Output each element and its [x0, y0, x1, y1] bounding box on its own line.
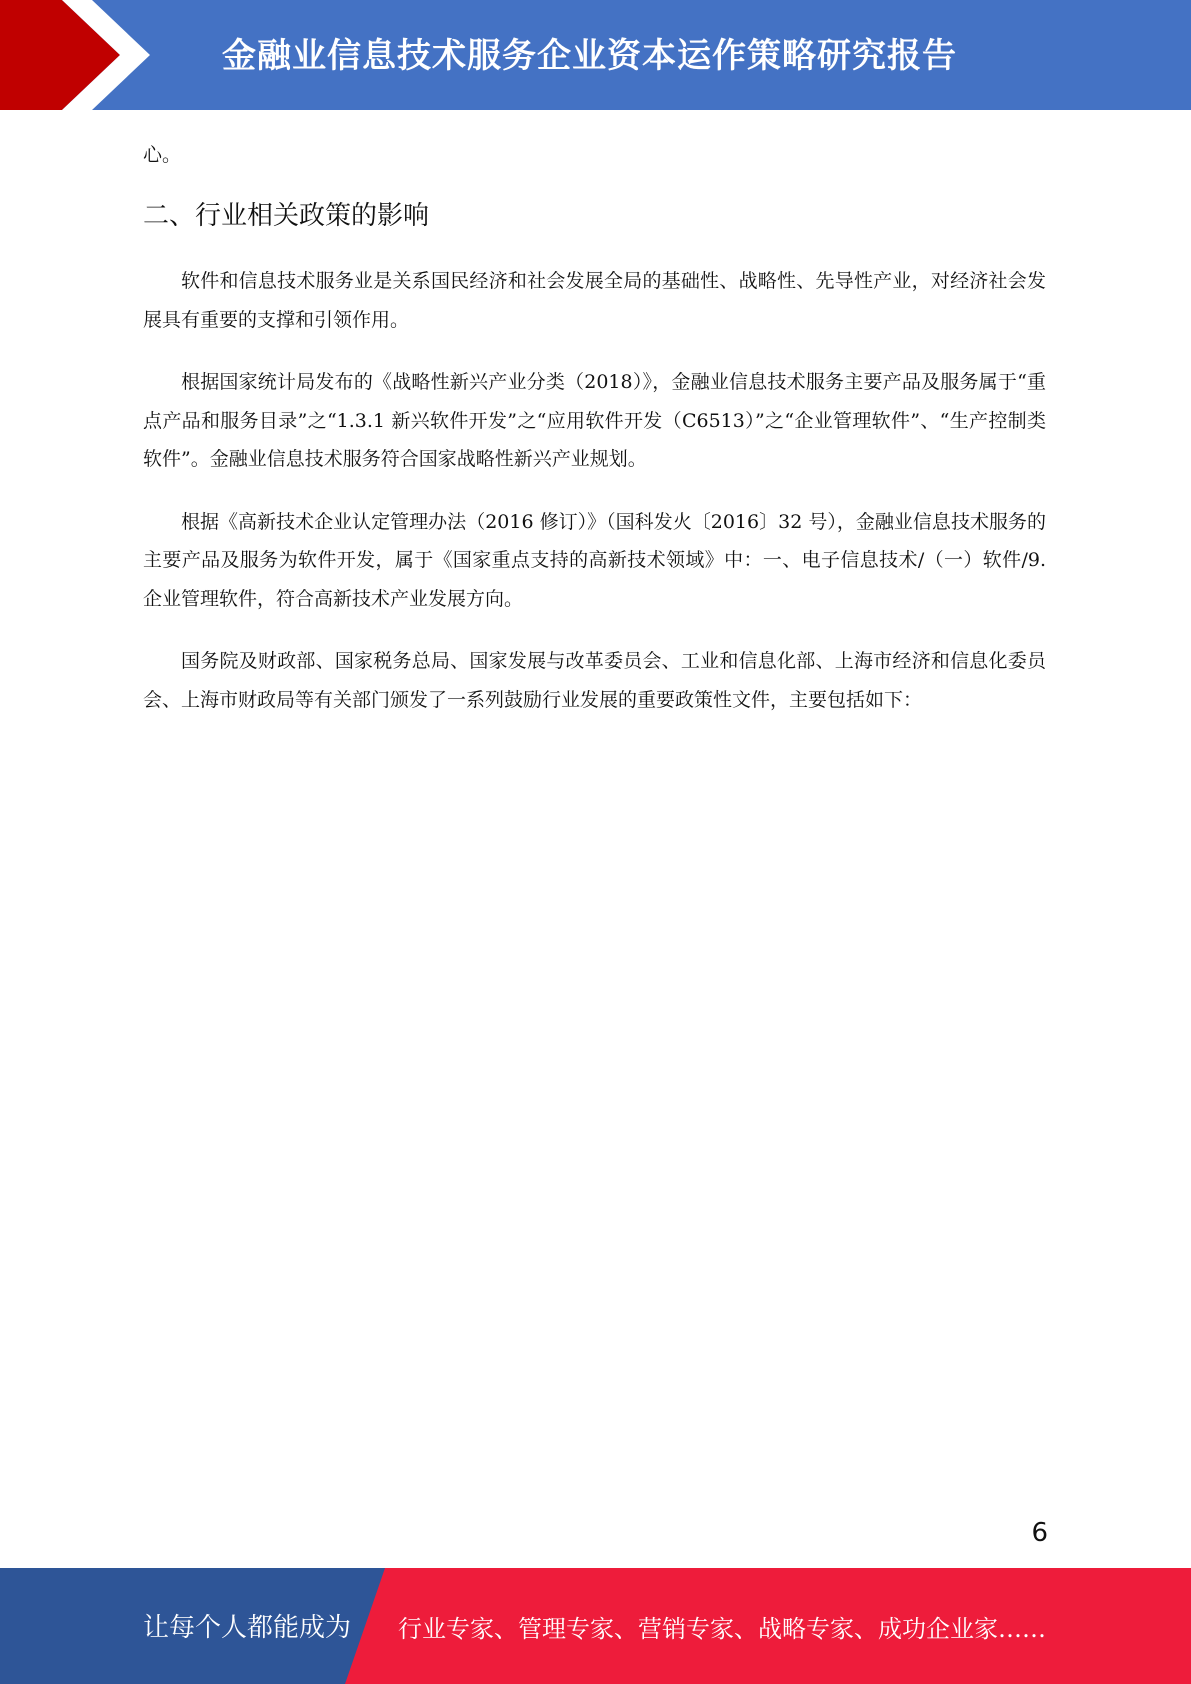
paragraph-4: 国务院及财政部、国家税务总局、国家发展与改革委员会、工业和信息化部、上海市经济和信息化委员会、上海市财政局等有关部门颁发了一系列鼓励行业发展的重要政策性文件，主要包括如下：: [143, 650, 1046, 711]
page-body: [143, 136, 1046, 719]
report-title: 金融业信息技术服务企业资本运作策略研究报告: [222, 36, 957, 76]
footer-slogan-left: 让每个人都能成为: [143, 1613, 352, 1643]
report-header-band: [0, 0, 1191, 110]
continuation-text: 心。: [143, 144, 182, 166]
section-heading: 二、行业相关政策的影响: [143, 201, 430, 231]
footer-slogan-right: 行业专家、管理专家、营销专家、战略专家、成功企业家……: [398, 1615, 1046, 1643]
page-number: 6: [1031, 1518, 1048, 1548]
footer-band: [0, 1568, 1191, 1684]
paragraph-1: 软件和信息技术服务业是关系国民经济和社会发展全局的基础性、战略性、先导性产业，对经济社会发展具有重要的支撑和引领作用。: [143, 270, 1046, 331]
paragraph-2: 根据国家统计局发布的《战略性新兴产业分类（2018）》，金融业信息技术服务主要产品及服务属于“重点产品和服务目录”之“1.3.1 新兴软件开发”之“应用软件开发（C6513）”之“企业管理软件”、“生产控制类软件”。金融业信息技术服务符合国家战略性新兴产业规划。: [143, 371, 1046, 470]
header-chevron-icon: [0, 0, 160, 110]
paragraph-3: 根据《高新技术企业认定管理办法（2016 修订）》（国科发火〔2016〕32 号），金融业信息技术服务的主要产品及服务为软件开发，属于《国家重点支持的高新技术领域》中：一、电子信息技术/（一）软件/9.企业管理软件，符合高新技术产业发展方向。: [143, 510, 1046, 610]
